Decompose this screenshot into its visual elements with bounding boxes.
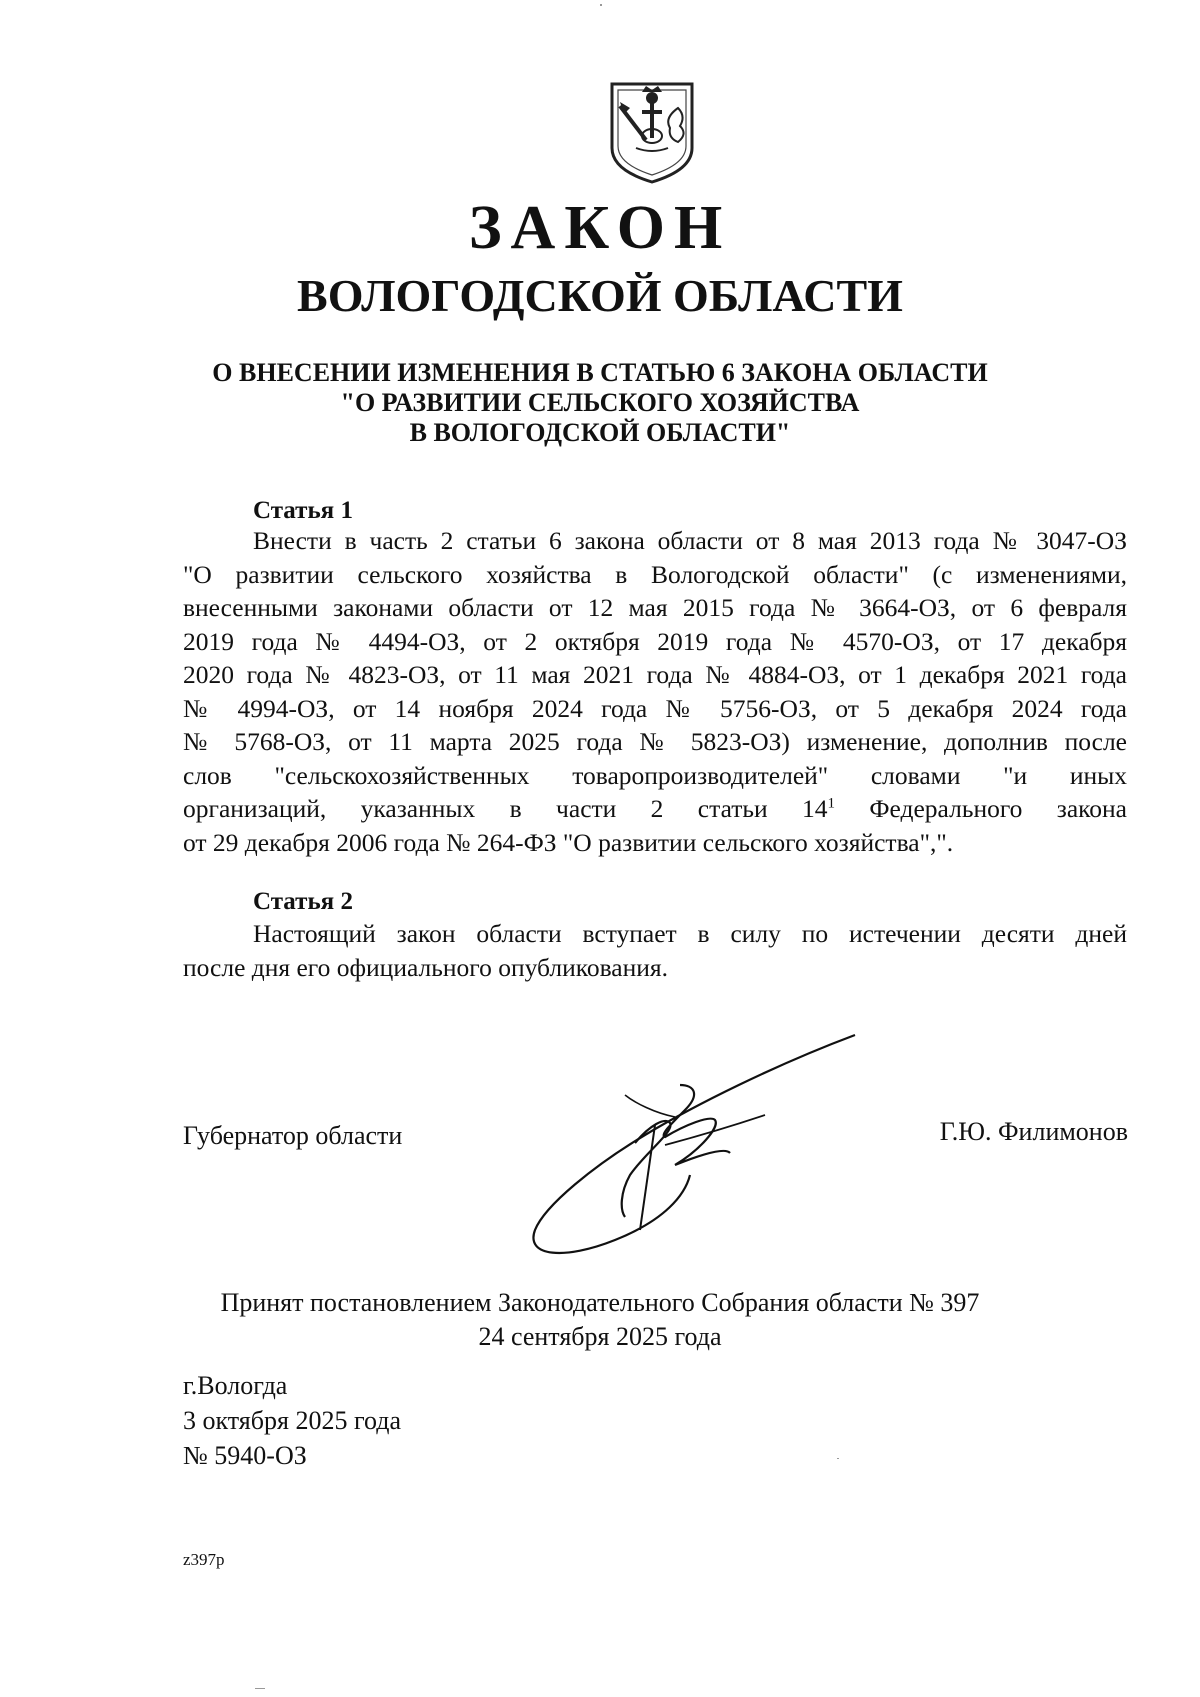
governor-name: Г.Ю. Филимонов [939, 1117, 1128, 1146]
adoption-date: 24 сентября 2025 года [478, 1322, 722, 1351]
scan-speck [600, 4, 602, 6]
subject-line: "О РАЗВИТИИ СЕЛЬСКОГО ХОЗЯЙСТВА [340, 388, 860, 417]
text-line: № 5768-ОЗ, от 11 марта 2025 года № 5823-ОЗ) изменение, дополнив после [183, 727, 1127, 756]
text-line: № 4994-ОЗ, от 14 ноября 2024 года № 5756-ОЗ, от 5 декабря 2024 года [183, 693, 1127, 723]
article-2-heading: Статья 2 [253, 888, 353, 915]
text-line: слов "сельскохозяйственных товаропроизводителей" словами "и иных [183, 760, 1127, 790]
text-line: после дня его официального опубликования. [183, 952, 668, 982]
city: г.Вологда [183, 1371, 288, 1400]
article-2-body [183, 917, 1127, 984]
signing-date: 3 октября 2025 года [183, 1406, 401, 1435]
text-line: от 29 декабря 2006 года № 264-ФЗ "О развитии сельского хозяйства",". [183, 827, 954, 857]
place-date-number [183, 1368, 401, 1473]
text-line: "О развитии сельского хозяйства в Вологодской области" (с изменениями, [183, 559, 1127, 589]
region-title: ВОЛОГОДСКОЙ ОБЛАСТИ [297, 270, 903, 321]
text-line: Внести в часть 2 статьи 6 закона области от 8 мая 2013 года № 3047-ОЗ [253, 526, 1127, 555]
scan-speck [837, 1458, 839, 1459]
article-1-heading: Статья 1 [253, 497, 353, 524]
text-line: внесенными законами области от 12 мая 2015 года № 3664-ОЗ, от 6 февраля [183, 593, 1127, 622]
subject-line: В ВОЛОГОДСКОЙ ОБЛАСТИ" [409, 418, 791, 447]
superscript: 1 [827, 795, 836, 812]
text-line: 2020 года № 4823-ОЗ, от 11 мая 2021 года № 4884-ОЗ, от 1 декабря 2021 года [183, 660, 1127, 689]
article-1-body [183, 524, 1127, 859]
adoption-line: Принят постановлением Законодательного Собрания области № 397 [220, 1288, 980, 1317]
law-subject [0, 358, 1200, 448]
document-code: z397р [183, 1550, 225, 1569]
subject-line: О ВНЕСЕНИИ ИЗМЕНЕНИЯ В СТАТЬЮ 6 ЗАКОНА ОБЛАСТИ [212, 358, 988, 387]
text-fragment: Федерального закона [835, 794, 1127, 823]
adoption-note [0, 1286, 1200, 1354]
text-line: 2019 года № 4494-ОЗ, от 2 октября 2019 года № 4570-ОЗ, от 17 декабря [183, 626, 1127, 656]
coat-of-arms-icon [606, 78, 698, 186]
text-line [183, 792, 1127, 826]
text-fragment: организаций, указанных в части 2 статьи 14 [183, 794, 828, 823]
scan-speck [255, 1688, 265, 1689]
governor-title: Губернатор области [183, 1121, 403, 1150]
law-number: № 5940-ОЗ [183, 1441, 307, 1470]
handwritten-signature [525, 1025, 870, 1260]
text-line: Настоящий закон области вступает в силу по истечении десяти дней [253, 919, 1127, 948]
law-title: ЗАКОН [468, 194, 732, 262]
